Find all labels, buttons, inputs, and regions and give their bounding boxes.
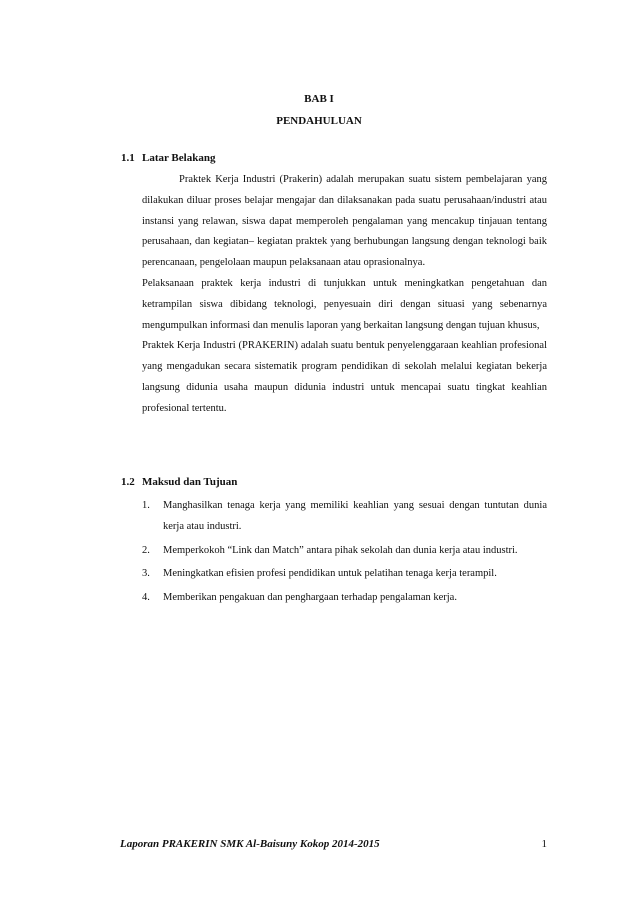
list-item (142, 564, 547, 585)
section-heading-latar-belakang (121, 152, 215, 164)
section-title: Latar Belakang (142, 152, 216, 164)
list-marker: 3. (142, 568, 150, 580)
list-marker: 2. (142, 544, 150, 556)
footer-title: Laporan PRAKERIN SMK Al-Baisuny Kokop 2014-2015 (120, 838, 380, 850)
section-heading-maksud-dan-tujuan (121, 476, 237, 488)
list-item (142, 588, 547, 609)
page-number: 1 (541, 838, 547, 850)
list-item (142, 541, 547, 562)
paragraph: Praktek Kerja Industri (Prakerin) adalah merupakan suatu sistem pembelajaran yang dilakukan diluar proses belajar mengajar dan dilaksanakan pada suatu perusahaan/industri atau instansi yang relawan, siswa dapat memperoleh pengalaman yang mencakup tinjauan tentang perusahaan, dan kegiatan– kegiatan praktek yang berhubungan langsung dengan teknologi baik perencanaan, pengelolaan maupun pelaksanaan atau oprasionalnya. (142, 174, 547, 269)
list-item (142, 496, 547, 538)
page-footer (120, 838, 547, 856)
list-marker: 4. (142, 592, 150, 604)
section-number: 1.2 (121, 476, 135, 488)
list-item-text: Memperkokoh “Link dan Match” antara pihak sekolah dan dunia kerja atau industri. (163, 544, 518, 556)
section-title: Maksud dan Tujuan (142, 476, 238, 488)
list-item-text: Meningkatkan efisien profesi pendidikan untuk pelatihan tenaga kerja terampil. (163, 568, 497, 580)
section-body-latar-belakang (142, 170, 547, 420)
objectives-list (142, 496, 547, 612)
chapter-title: PENDAHULUAN (276, 115, 362, 127)
list-item-text: Memberikan pengakuan dan penghargaan terhadap pengalaman kerja. (163, 592, 457, 604)
list-marker: 1. (142, 500, 150, 511)
list-item-text: Manghasilkan tenaga kerja yang memiliki keahlian yang sesuai dengan tuntutan dunia kerja atau industri. (163, 500, 547, 532)
paragraph: Pelaksanaan praktek kerja industri di tunjukkan untuk meningkatkan pengetahuan dan ketrampilan siswa dibidang teknologi, penyesuain diri dengan situasi yang sebenarnya mengumpulkan informasi dan menulis laporan yang berkaitan langsung dengan tujuan khusus, (142, 277, 547, 331)
chapter-label: BAB I (304, 93, 334, 105)
paragraph: Praktek Kerja Industri (PRAKERIN) adalah suatu bentuk penyelenggaraan keahlian profesional yang mengadukan secara sistematik program pendidikan di sekolah melalui kegiatan bekerja langsung didunia usaha maupun didunia industri untuk mencapai suatu tingkat keahlian profesional tertentu. (142, 340, 547, 414)
section-number: 1.1 (121, 152, 135, 164)
